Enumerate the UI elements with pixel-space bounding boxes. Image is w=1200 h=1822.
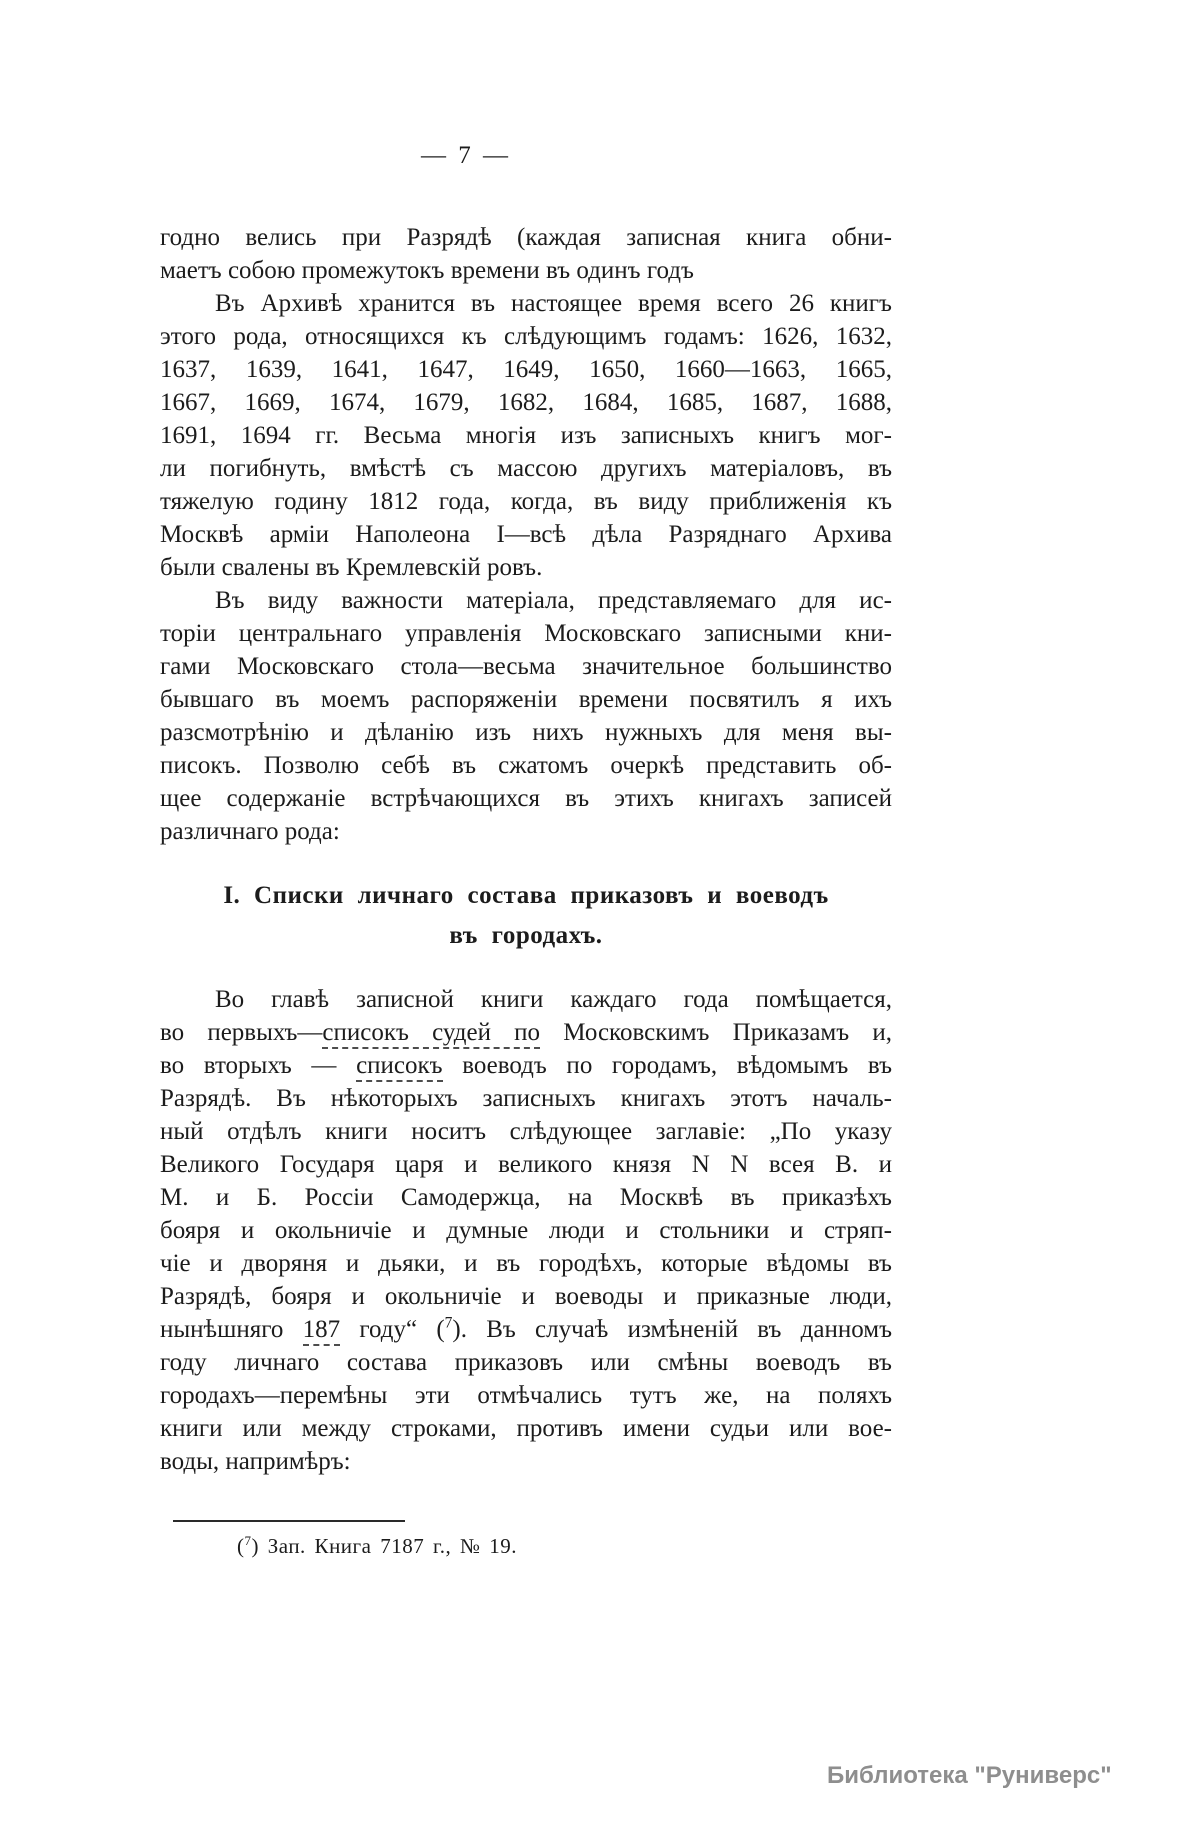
text-line: различнаго рода: — [160, 818, 340, 845]
text-line: ный отдѣлъ книги носитъ слѣдующее заглавіе: „По указу — [160, 1118, 892, 1145]
library-watermark: Библиотека "Руниверс" — [827, 1762, 1112, 1789]
text-line: 1691, 1694 гг. Весьма многія изъ записныхъ книгъ мог- — [160, 422, 892, 449]
text-line: торіи центральнаго управленія Московскаго записными кни- — [160, 620, 892, 647]
text-line: чіе и дворяня и дьяки, и въ городѣхъ, которые вѣдомы въ — [160, 1250, 892, 1277]
footnote-marker: 7 — [444, 1314, 453, 1332]
text-line: Во главѣ записной книги каждаго года помѣщается, — [215, 986, 892, 1013]
text-line: во первыхъ—списокъ судей по Московскимъ Приказамъ и, — [160, 1016, 892, 1049]
text-line: М. и Б. Россіи Самодержца, на Москвѣ въ приказѣхъ — [160, 1184, 892, 1211]
text-line: 1667, 1669, 1674, 1679, 1682, 1684, 1685, 1687, 1688, — [160, 389, 892, 416]
footnote-rule — [173, 1520, 405, 1522]
text-line: бояря и окольничіе и думные люди и стольники и стряп- — [160, 1217, 892, 1244]
text-line: воды, напримѣръ: — [160, 1448, 351, 1475]
text-line: тяжелую годину 1812 года, когда, въ виду приближенія къ — [160, 488, 892, 515]
text-line: во вторыхъ — списокъ воеводъ по городамъ, вѣдомымъ въ — [160, 1049, 892, 1082]
text-block-lower — [160, 983, 892, 1478]
text-line: книги или между строками, противъ имени судьи или вое- — [160, 1415, 892, 1442]
text-line: писокъ. Позволю себѣ въ сжатомъ очеркѣ представить об- — [160, 752, 892, 779]
text-line: Въ Архивѣ хранится въ настоящее время всего 26 книгъ — [215, 290, 892, 317]
page-number: — 7 — — [421, 142, 511, 169]
footnote-marker: 7 — [244, 1533, 252, 1548]
section-heading-line-2: въ городахъ. — [449, 922, 603, 949]
text-line: 1637, 1639, 1641, 1647, 1649, 1650, 1660—1663, 1665, — [160, 356, 892, 383]
text-line: были свалены въ Кремлевскій ровъ. — [160, 554, 543, 581]
section-heading — [160, 876, 892, 956]
text-line: Въ виду важности матеріала, представляемаго для ис- — [215, 587, 892, 614]
text-line: гами Московскаго стола—весьма значительное большинство — [160, 653, 892, 680]
text-line: маетъ собою промежутокъ времени въ одинъ годъ — [160, 257, 694, 284]
text-line: бывшаго въ моемъ распоряженіи времени посвятилъ я ихъ — [160, 686, 892, 713]
text-line: Разрядѣ, бояря и окольничіе и воеводы и приказные люди, — [160, 1283, 892, 1310]
text-line: городахъ—перемѣны эти отмѣчались тутъ же, на поляхъ — [160, 1382, 892, 1409]
text-line: Великого Государя царя и великого князя N N всея В. и — [160, 1151, 892, 1178]
footnote: ($^7$) Зап. Книга 7187 г., № 19. — [237, 1533, 518, 1558]
pencil-underline: списокъ — [356, 1052, 443, 1082]
text-line: Разрядѣ. Въ нѣкоторыхъ записныхъ книгахъ этотъ началь- — [160, 1085, 892, 1112]
text-line: щее содержаніе встрѣчающихся въ этихъ книгахъ записей — [160, 785, 892, 812]
text-line: разсмотрѣнію и дѣланію изъ нихъ нужныхъ для меня вы- — [160, 719, 892, 746]
pencil-underline: списокъ судей по — [322, 1019, 540, 1049]
text-block-upper — [160, 221, 892, 848]
section-heading-line-1: I. Списки личнаго состава приказовъ и воеводъ — [223, 882, 829, 909]
text-line: нынѣшняго 187 году“ ($^7$). Въ случаѣ измѣненій въ данномъ — [160, 1313, 892, 1346]
text-line: годно велись при Разрядѣ (каждая записная книга обни- — [160, 224, 892, 251]
pencil-underline: 187 — [303, 1316, 341, 1346]
text-line: ли погибнуть, вмѣстѣ съ массою другихъ матеріаловъ, въ — [160, 455, 892, 482]
text-line: этого рода, относящихся къ слѣдующимъ годамъ: 1626, 1632, — [160, 323, 892, 350]
text-line: году личнаго состава приказовъ или смѣны воеводъ въ — [160, 1349, 892, 1376]
text-line: Москвѣ арміи Наполеона I—всѣ дѣла Разряднаго Архива — [160, 521, 892, 548]
